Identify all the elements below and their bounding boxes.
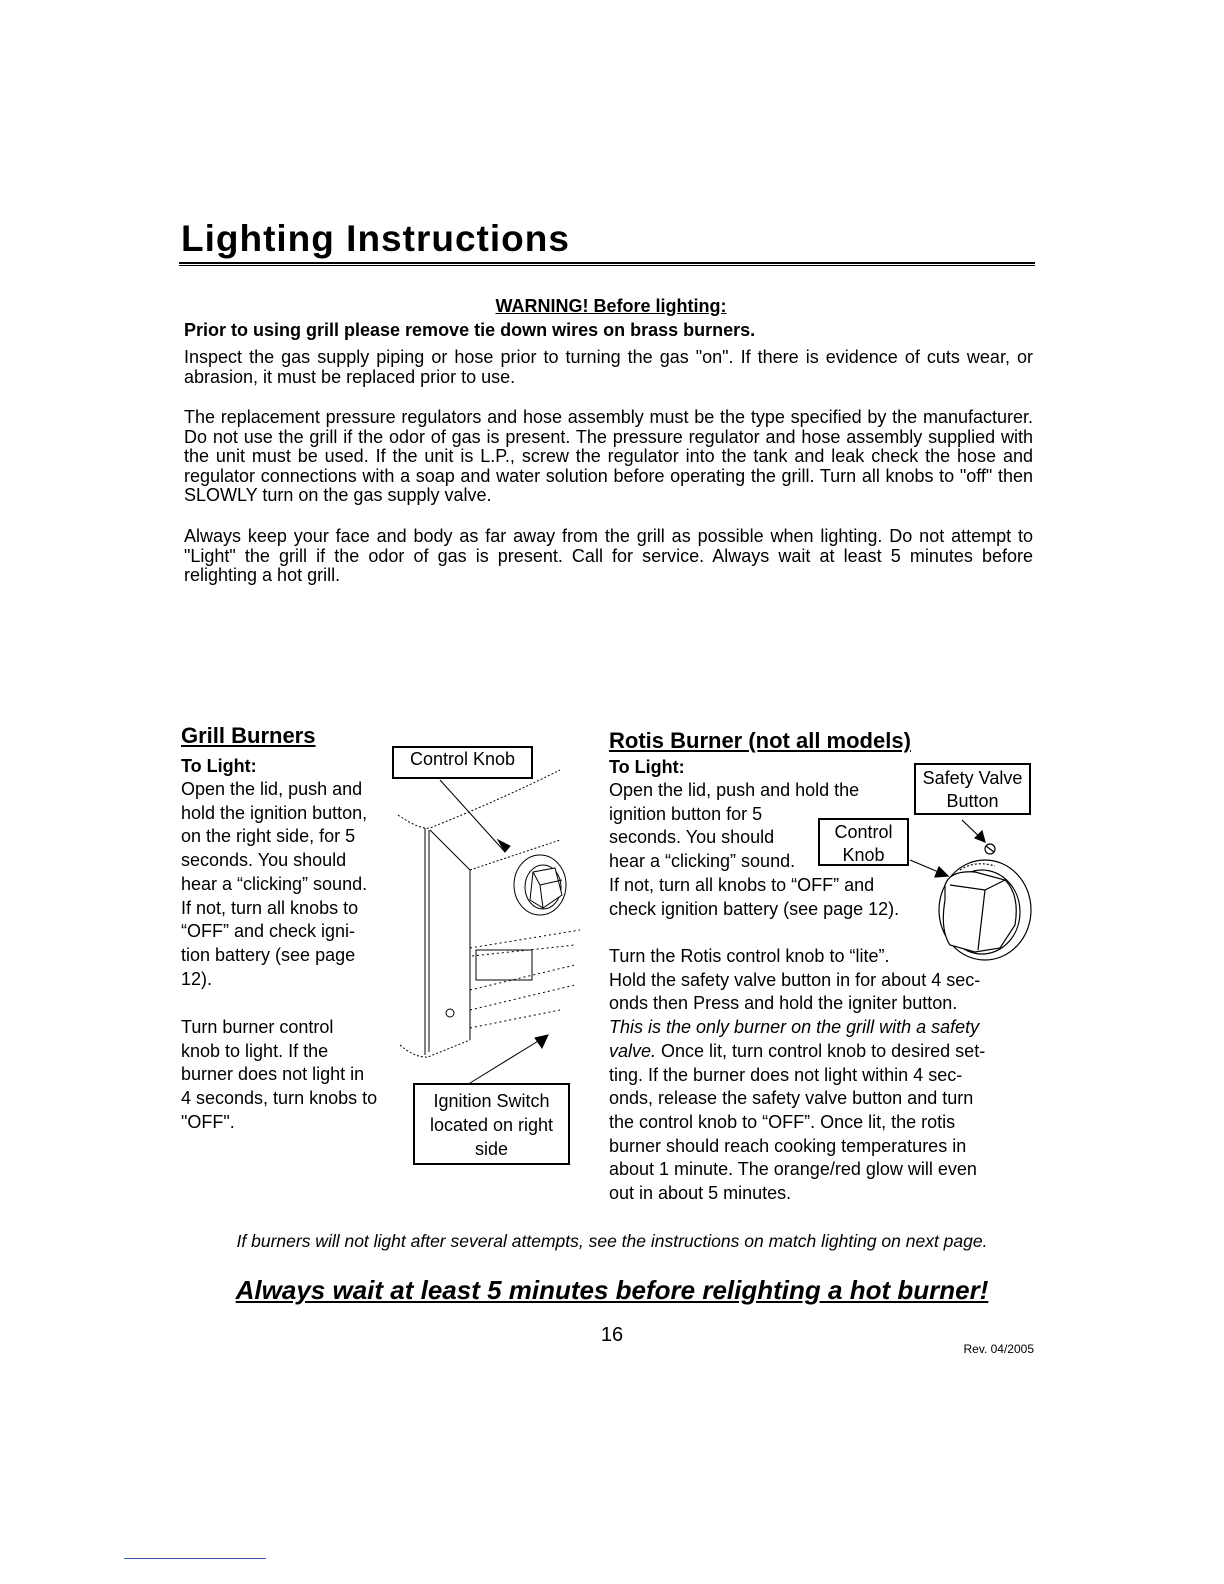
ignition-switch-callout: Ignition Switch located on right side	[413, 1083, 570, 1165]
grill-burners-title: Grill Burners	[181, 723, 316, 748]
warning-heading: WARNING! Before lighting:	[495, 296, 727, 316]
page-number: 16	[600, 1324, 624, 1346]
relight-warning: Always wait at least 5 minutes before relighting a hot burner!	[235, 1275, 989, 1305]
rotis-burner-instructions: Open the lid, push and hold the ignition button for 5 seconds. You should hear a “clicking” sound. If not, turn all knobs to “OFF” and check ignition battery (see page 12).	[609, 780, 900, 919]
warning-paragraph-3: Always keep your face and body as far away from the grill as possible when lighting. Do not attempt to "Light" the grill if the odor of gas is present. Call for service. Always wait at least 5 minutes before relighting a hot grill.	[184, 526, 1033, 585]
grill-burners-to-light: To Light:	[181, 756, 257, 776]
match-lighting-note: If burners will not light after several attempts, see the instructions on match lighting on next page.	[236, 1231, 988, 1251]
warning-paragraph-2: The replacement pressure regulators and hose assembly must be the type specified by the manufacturer. Do not use the grill if the odor of gas is present. The pressure regulator and hose assembly supplied with the unit must be used. If the unit is L.P., screw the regulator into the tank and leak check the hose and regulator connections with a soap and water solution before operating the grill. Turn all knobs to "off" then SLOWLY turn on the gas supply valve.	[184, 407, 1033, 505]
rotis-burner-operation: Turn the Rotis control knob to “lite”. Hold the safety valve button in for about 4 sec- onds then Press and hold the igniter button. This is the only burner on the grill with a safety valve. Once lit, turn control knob to desired set- ting. If the burner does not light within 4 sec- onds, release the safety valve button and turn the control knob to “OFF”. Once lit, the rotis burner should reach cooking temperatures in about 1 minute. The orange/red glow will even out in about 5 minutes.	[609, 946, 986, 1204]
rotis-burner-title: Rotis Burner (not all models)	[609, 728, 911, 753]
rotis-control-knob-callout: Control Knob	[818, 818, 909, 866]
safety-valve-callout: Safety Valve Button	[914, 763, 1031, 815]
grill-burners-instructions: Open the lid, push and hold the ignition button, on the right side, for 5 seconds. You should hear a “clicking” sound. If not, turn all knobs to “OFF” and check igni- tion battery (see page 12).	[181, 779, 368, 989]
warning-subheading: Prior to using grill please remove tie down wires on brass burners.	[184, 320, 756, 340]
bottom-divider	[124, 1558, 266, 1559]
page-title: Lighting Instructions	[181, 218, 570, 259]
control-knob-callout: Control Knob	[392, 746, 533, 779]
grill-burners-relight-instructions: Turn burner control knob to light. If the burner does not light in 4 seconds, turn knobs to "OFF".	[181, 1017, 378, 1132]
revision-label: Rev. 04/2005	[963, 1342, 1034, 1356]
warning-paragraph-1: Inspect the gas supply piping or hose prior to turning the gas "on". If there is evidence of cuts wear, or abrasion, it must be replaced prior to use.	[184, 347, 1033, 387]
rotis-burner-to-light: To Light:	[609, 757, 685, 777]
